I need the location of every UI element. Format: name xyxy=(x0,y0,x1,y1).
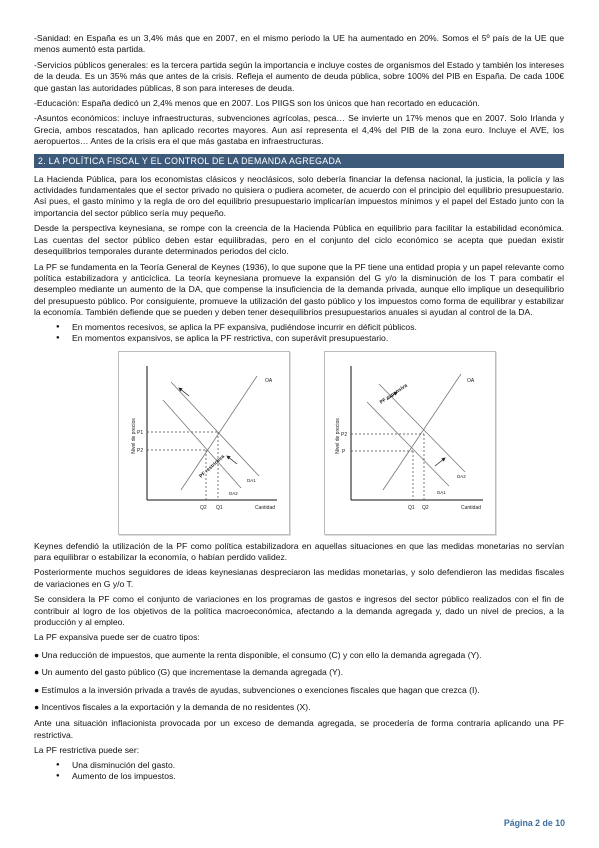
paragraph-asuntos-economicos: -Asuntos económicos: incluye infraestructuras, subvenciones agrícolas, pesca… Se invierte un 17% menos que en 2007. Solo Irlanda y Grecia, ambos rescatados, han aplicado recortes mayores. Aun así representa el 4,4% del PIB de la zona euro. Incluye el AVE, los aeropuertos… Antes de la crisis era el que más gastaba en infraestructuras. xyxy=(34,113,564,147)
policy-label: PF restrictiva xyxy=(198,453,226,480)
policy-label: PF expansiva xyxy=(378,382,409,406)
restrictive-bullet-list xyxy=(34,760,564,783)
shift-arrow-lower xyxy=(435,458,445,466)
chart-expansive-policy xyxy=(324,351,496,535)
list-item: ● Aumento de los impuestos. xyxy=(34,771,564,783)
list-item: ● Una disminución del gasto. xyxy=(34,760,564,772)
list-item: ● Un aumento del gasto público (G) que incrementase la demanda agregada (Y). xyxy=(34,667,344,678)
paragraph-keynes-defensa: Keynes defendió la utilización de la PF como política estabilizadora en aquellas situaciones en que las medidas monetarias no servían para equilibrar o estabilizar la economía, o habían perdido validez. xyxy=(34,540,564,562)
paragraph-hacienda-publica: La Hacienda Pública, para los economistas clásicos y neoclásicos, solo debería financiar la defensa nacional, la justicia, la policía y las actividades fundamentales que el sector privado no quisiera o pudiera acometer, de acuerdo con el principio del equilibrio presupuestario. Así pues, el gasto mínimo y la regla de oro del equilibrio presupuestario implicarían impuestos mínimos y el papel del Estado junto con la importancia del sector público sería muy pequeño. xyxy=(34,173,564,218)
paragraph-seguidores: Posteriormente muchos seguidores de ideas keynesianas despreciaron las medidas monetarias, y solo defendieron las medidas fiscales de variaciones en G y/o T. xyxy=(34,567,564,589)
paragraph-sanidad: -Sanidad: en España es un 3,4% más que en 2007, en el mismo periodo la UE ha aumentado en 20%. Somos el 5º país de la UE que menos aumentó esta partida. xyxy=(34,33,564,55)
paragraph-definicion-pf: Se considera la PF como el conjunto de variaciones en los programas de gastos e ingresos del sector público realizados con el fin de contribuir al logro de los objetivos de la política macroeconómica, afectando a la demanda agregada y, dado un nivel de precios, a la producción y al empleo. xyxy=(34,594,564,627)
quantity-label-q1: Q1 xyxy=(216,504,223,511)
paragraph-servicios-publicos: -Servicios públicos generales: es la tercera partida según la importancia e incluye costes de organismos del Estado y también los intereses de la deuda. Es un 35% más que antes de la crisis. Refleja el aumento de deuda pública, sobre 100% del PIB en España. De cada 100€ que gastan las autoridades públicas, 8 son para intereses de deuda. xyxy=(34,59,564,93)
charts-row xyxy=(34,351,564,541)
price-label-p2: P2 xyxy=(341,431,348,438)
y-axis-label: Nivel de precios xyxy=(335,417,341,454)
chart-expansive-svg xyxy=(325,352,495,534)
y-axis-label: Nivel de precios xyxy=(131,417,137,454)
paragraph-situacion-inflacionista: Ante una situación inflacionista provocada por un exceso de demanda agregada, se procedería de forma contraria aplicando una PF restrictiva. xyxy=(34,718,564,740)
supply-label: OA xyxy=(467,377,475,384)
quantity-label-q2: Q2 xyxy=(200,504,207,511)
x-axis-label: Cantidad xyxy=(460,504,482,511)
cycle-bullet-list xyxy=(34,322,564,345)
shift-arrow-lower xyxy=(227,456,237,464)
paragraph-teoria-general: La PF se fundamenta en la Teoría General de Keynes (1936), lo que supone que la PF tiene una entidad propia y un papel relevante como política estabilizadora y anticíclica. La teoría keynesiana promueve la expansión del G y/o la disminución de los T para combatir el desempleo mediante un aumento de la DA, que compense la insuficiencia de la demanda privada, aunque ello implique un desequilibrio del presupuesto público. Por consiguiente, promueve la utilización del gasto público y los impuestos como forma de equilibrar y estabilizar la economía. También defiende que se pueden y deben tener desequilibrios presupuestarios anuales si ayudan al control de la DA. xyxy=(34,261,564,318)
price-label-p1: P1 xyxy=(137,429,144,436)
quantity-label-q1: Q1 xyxy=(408,504,415,511)
demand-curve-da1 xyxy=(367,402,449,486)
list-item: ● En momentos expansivos, se aplica la PF restrictiva, con superávit presupuestario. xyxy=(34,333,564,345)
x-axis-label: Cantidad xyxy=(254,504,276,511)
list-item: ● Una reducción de impuestos, que aumente la renta disponible, el consumo (C) y con ello la demanda agregada (Y). xyxy=(34,649,482,660)
page-number: Página 2 de 10 xyxy=(503,818,565,828)
paragraph-perspectiva-keynesiana: Desde la perspectiva keynesiana, se rompe con la creencia de la Hacienda Pública en equilibrio para facilitar la estabilidad económica. Las cuentas del sector público deben estar equilibradas, pero en el conjunto del ciclo económico se acepta que puedan existir desequilibrios temporales durante determinados periodos del ciclo. xyxy=(34,223,564,257)
chart-restrictive-svg xyxy=(119,352,289,534)
demand-label-da1: DA1 xyxy=(437,489,446,495)
page-content xyxy=(34,33,564,787)
quantity-label-q2: Q2 xyxy=(422,504,429,511)
supply-label: OA xyxy=(265,377,273,384)
list-item: ● En momentos recesivos, se aplica la PF expansiva, pudiéndose incurrir en déficit públicos. xyxy=(34,322,564,334)
price-label-p2: P2 xyxy=(137,447,144,454)
section-heading: 2. LA POLÍTICA FISCAL Y EL CONTROL DE LA DEMANDA AGREGADA xyxy=(34,154,564,168)
demand-label-da1: DA1 xyxy=(247,477,256,483)
demand-label-da2: DA2 xyxy=(229,490,238,496)
paragraph-pf-expansiva-intro: La PF expansiva puede ser de cuatro tipos: xyxy=(34,632,200,643)
list-item: ● Incentivos fiscales a la exportación y la demanda de no residentes (X). xyxy=(34,702,311,712)
list-item: ● Estímulos a la inversión privada a través de ayudas, subvenciones o exenciones fiscales que hagan que crezca (I). xyxy=(34,684,480,695)
price-label-p: P xyxy=(342,448,346,455)
demand-label-da2: DA2 xyxy=(457,473,466,479)
paragraph-pf-restrictiva-intro: La PF restrictiva puede ser: xyxy=(34,745,140,756)
paragraph-educacion: -Educación: España dedicó un 2,4% menos que en 2007. Los PIIGS son los únicos que han recortado en educación. xyxy=(34,98,480,109)
chart-restrictive-policy xyxy=(118,351,290,535)
